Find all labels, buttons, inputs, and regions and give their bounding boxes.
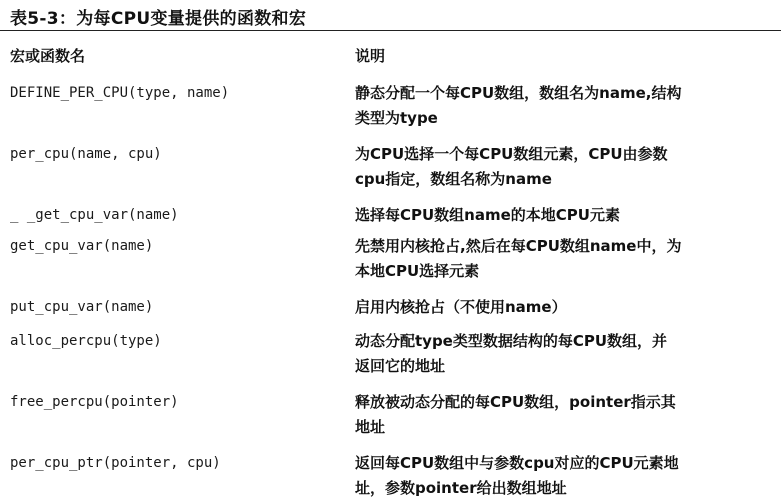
row-1-description-line-1: 为CPU选择一个每CPU数组元素，CPU由参数 bbox=[355, 145, 668, 163]
row-7-description-line-2: 址，参数pointer给出数组地址 bbox=[355, 479, 567, 497]
row-7-description-line-1: 返回每CPU数组中与参数cpu对应的CPU元素地 bbox=[355, 454, 679, 472]
row-5-description bbox=[355, 329, 771, 379]
row-4-description-line-1: 启用内核抢占（不使用name） bbox=[355, 298, 567, 316]
row-3-description-line-2: 本地CPU选择元素 bbox=[355, 262, 480, 280]
row-2-description bbox=[355, 203, 771, 228]
row-3-description bbox=[355, 234, 771, 284]
row-5-description-line-2: 返回它的地址 bbox=[355, 357, 446, 375]
row-0-name: DEFINE_PER_CPU(type, name) bbox=[10, 85, 230, 101]
row-6-description-line-1: 释放被动态分配的每CPU数组，pointer指示其 bbox=[355, 393, 676, 411]
row-7-description bbox=[355, 451, 771, 501]
row-0-description bbox=[355, 81, 771, 131]
row-1-description-line-2: cpu指定，数组名称为name bbox=[355, 170, 552, 188]
row-1-name: per_cpu(name, cpu) bbox=[10, 146, 162, 162]
row-2-description-line-1: 选择每CPU数组name的本地CPU元素 bbox=[355, 206, 620, 224]
row-5-description-line-1: 动态分配type类型数据结构的每CPU数组，并 bbox=[355, 332, 668, 350]
column-header-description: 说明 bbox=[355, 47, 386, 65]
row-6-description-line-2: 地址 bbox=[355, 418, 386, 436]
row-1-description bbox=[355, 142, 771, 192]
row-7-name: per_cpu_ptr(pointer, cpu) bbox=[10, 455, 221, 471]
row-6-description bbox=[355, 390, 771, 440]
table-caption: 表5-3：为每CPU变量提供的函数和宏 bbox=[10, 9, 307, 29]
row-0-description-line-1: 静态分配一个每CPU数组，数组名为name,结构 bbox=[355, 84, 682, 102]
row-0-description-line-2: 类型为type bbox=[355, 109, 438, 127]
row-4-description bbox=[355, 295, 771, 320]
row-4-name: put_cpu_var(name) bbox=[10, 299, 154, 315]
row-3-description-line-1: 先禁用内核抢占,然后在每CPU数组name中，为 bbox=[355, 237, 682, 255]
row-6-name: free_percpu(pointer) bbox=[10, 394, 179, 410]
column-header-name: 宏或函数名 bbox=[10, 47, 86, 65]
row-3-name: get_cpu_var(name) bbox=[10, 238, 154, 254]
row-2-name: _ _get_cpu_var(name) bbox=[10, 207, 179, 223]
caption-rule bbox=[0, 30, 781, 31]
row-5-name: alloc_percpu(type) bbox=[10, 333, 162, 349]
